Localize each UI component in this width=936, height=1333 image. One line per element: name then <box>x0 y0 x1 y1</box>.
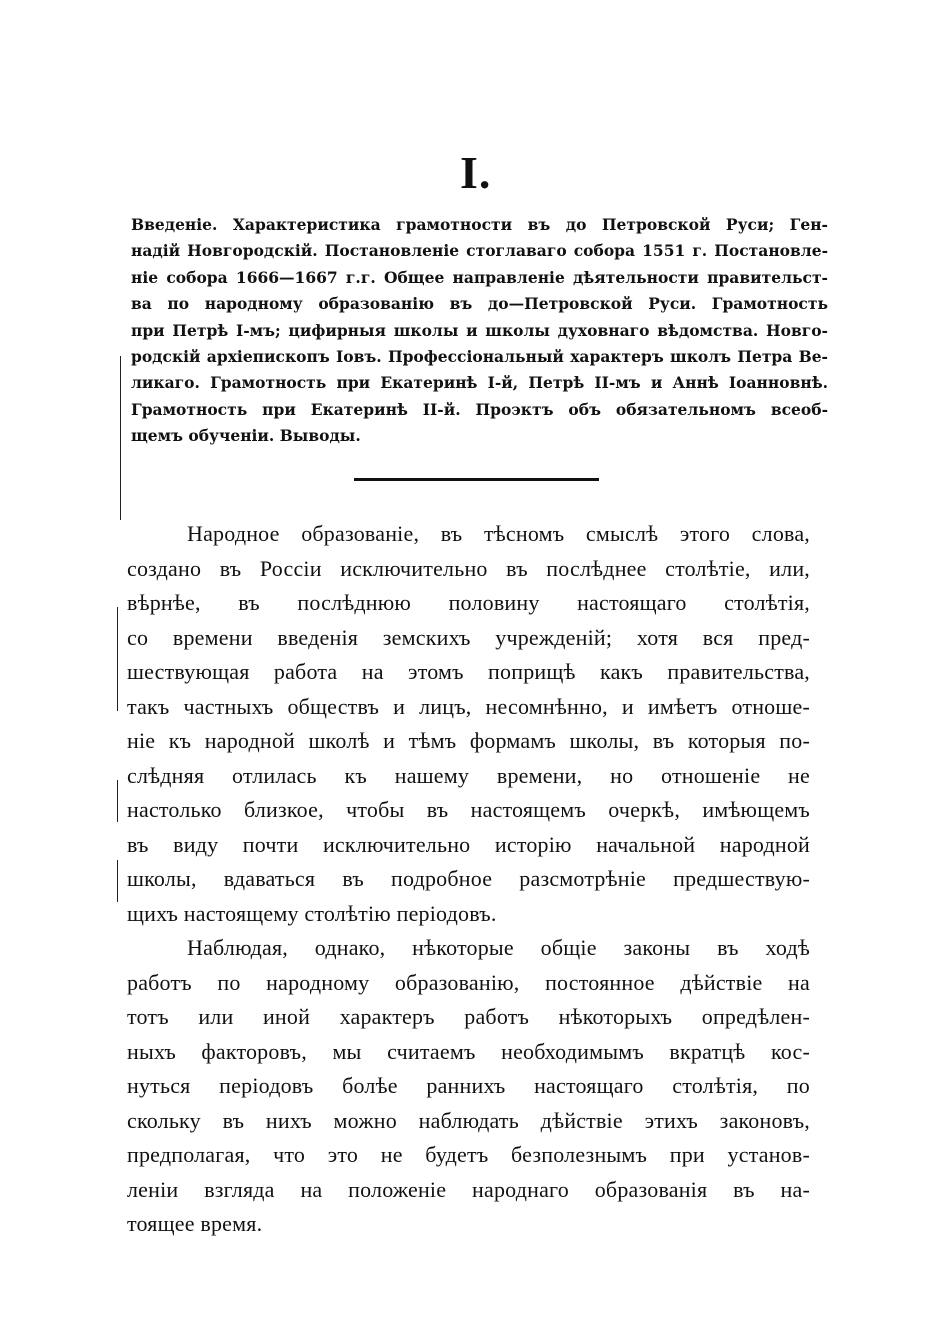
body-line: Народное образованіе, въ тѣсномъ смыслѣ этого слова, <box>187 521 810 546</box>
summary-line: ва по народному образованію въ до—Петровской Руси. Грамотность <box>131 294 828 314</box>
section-divider <box>354 478 599 481</box>
margin-mark <box>120 356 121 520</box>
body-line: ніе къ народной школѣ и тѣмъ формамъ школы, въ которыя по- <box>127 728 810 753</box>
body-line: создано въ Россіи исключительно въ послѣднее столѣтіе, или, <box>127 555 810 581</box>
body-line: ныхъ факторовъ, мы считаемъ необходимымъ вкратцѣ кос- <box>127 1038 810 1064</box>
body-line: слѣдняя отлилась къ нашему времени, но отношеніе не <box>127 762 810 788</box>
chapter-summary <box>131 212 828 450</box>
body-line: со времени введенія земскихъ учрежденій; хотя вся пред- <box>127 624 810 650</box>
body-text <box>127 517 810 1242</box>
summary-line: Грамотность при Екатеринѣ ІІ-й. Проэктъ объ обязательномъ всеоб- <box>131 399 828 419</box>
body-line: вѣрнѣе, въ послѣднюю половину настоящаго столѣтія, <box>127 590 810 615</box>
summary-line: ликаго. Грамотность при Екатеринѣ І-й, Петрѣ ІІ-мъ и Аннѣ Іоанновнѣ. <box>131 373 828 393</box>
margin-mark <box>117 607 118 711</box>
body-line: шествующая работа на этомъ поприщѣ какъ правительства, <box>127 659 810 684</box>
margin-mark <box>117 780 118 822</box>
body-line: тотъ или иной характеръ работъ нѣкоторыхъ опредѣлен- <box>127 1004 810 1029</box>
summary-line: при Петрѣ І-мъ; цифирныя школы и школы духовнаго вѣдомства. Новго- <box>131 320 828 340</box>
body-line: предполагая, что это не будетъ безполезнымъ при установ- <box>127 1142 810 1167</box>
summary-line: ніе собора 1666—1667 г.г. Общее направленіе дѣятельности правительст- <box>131 267 828 287</box>
body-line: нуться періодовъ болѣе раннихъ настоящаго столѣтія, по <box>127 1073 810 1098</box>
body-line: школы, вдаваться въ подробное разсмотрѣніе предшествую- <box>127 866 810 891</box>
body-line: настолько близкое, чтобы въ настоящемъ очеркѣ, имѣющемъ <box>127 797 810 822</box>
body-line: работъ по народному образованію, постоянное дѣйствіе на <box>127 969 810 995</box>
summary-line: Введеніе. Характеристика грамотности въ до Петровской Руси; Ген- <box>131 215 828 234</box>
chapter-numeral: I. <box>460 147 492 198</box>
summary-line: надій Новгородскій. Постановленіе стоглаваго собора 1551 г. Постановле- <box>131 241 828 261</box>
body-line: въ виду почти исключительно исторію начальной народной <box>127 831 810 857</box>
body-line: щихъ настоящему столѣтію періодовъ. <box>127 900 497 926</box>
body-line: Наблюдая, однако, нѣкоторые общіе законы въ ходѣ <box>187 935 810 960</box>
body-line: тоящее время. <box>127 1211 263 1236</box>
summary-line: щемъ обученіи. Выводы. <box>131 426 361 446</box>
body-line: скольку въ нихъ можно наблюдать дѣйствіе этихъ законовъ, <box>127 1107 810 1133</box>
margin-mark <box>117 860 118 902</box>
summary-line: родскій архіепископъ Іовъ. Профессіональный характеръ школъ Петра Ве- <box>131 347 828 367</box>
body-line: леніи взгляда на положеніе народнаго образованія въ на- <box>127 1176 810 1202</box>
body-line: такъ частныхъ обществъ и лицъ, несомнѣнно, и имѣетъ отноше- <box>127 693 810 719</box>
